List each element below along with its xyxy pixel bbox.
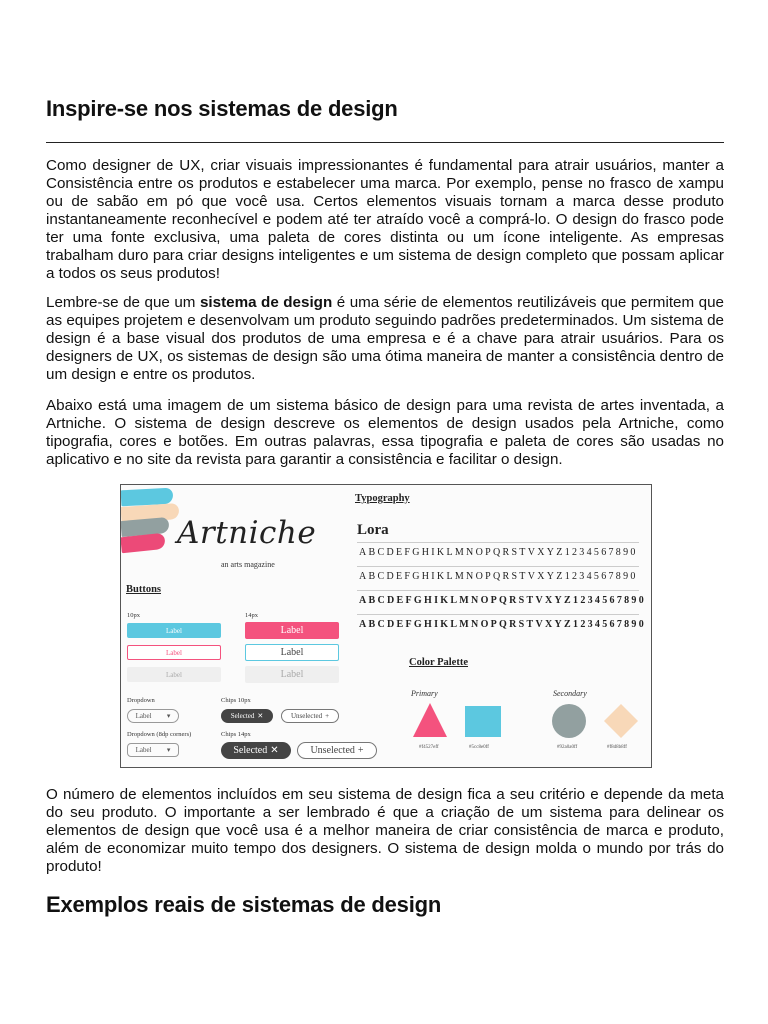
swatch-blue-square (465, 706, 501, 737)
primary-label: Primary (411, 689, 438, 698)
swatch-label-blue: #5cc8e0ff (469, 745, 489, 750)
typography-section-title: Typography (355, 493, 410, 504)
button-outline-small[interactable]: Label (127, 645, 221, 660)
dropdown-title: Dropdown (127, 697, 155, 704)
chip-label: Unselected (290, 712, 323, 720)
plus-icon: + (357, 745, 364, 756)
alphabet-bold-specimen: ABCDEFGHIKLMNOPQRSTVXYZ1234567890 (359, 595, 647, 606)
button-disabled-large[interactable]: Label (245, 666, 339, 683)
paragraph-text: Lembre-se de que um (46, 294, 200, 311)
secondary-label: Secondary (553, 689, 587, 698)
chip-label: Unselected (310, 745, 355, 756)
chip-label: Selected (233, 745, 268, 756)
button-outline-large[interactable]: Label (245, 644, 339, 661)
chevron-down-icon: ▾ (166, 746, 171, 754)
chips-small-title: Chips 10px (221, 697, 251, 704)
close-icon: ✕ (270, 745, 279, 756)
color-swatches (121, 485, 651, 767)
button-filled-large[interactable]: Label (245, 622, 339, 639)
buttons-col-large-label: 14px (245, 612, 258, 619)
paragraph-artniche-example: Abaixo está uma imagem de um sistema básico de design para uma revista de artes inventada, a Artniche. O sistema de design descreve os elementos de design usados pela Artniche, como tipografia, cores e botões. Em outras palavras, essa tipografia e paleta de cores são usadas no aplicativo e no site da revista para garantir a consistência e facilitar o design. (46, 397, 724, 468)
swatch-gray-circle (552, 704, 586, 738)
color-palette-title: Color Palette (409, 657, 468, 668)
chevron-down-icon: ▾ (166, 712, 171, 720)
close-icon: ✕ (257, 712, 264, 720)
alphabet-medium-specimen: ABCDEFGHIKLMNOPQRSTVXYZ1234567890 (359, 571, 638, 582)
chips-large-title: Chips 14px (221, 731, 251, 738)
dropdown-rounded-title: Dropdown (8dp corners) (127, 731, 192, 738)
dropdown-value: Label (135, 712, 152, 720)
horizontal-rule (46, 142, 724, 143)
buttons-col-small-label: 10px (127, 612, 140, 619)
swatch-label-pink: #f4527eff (419, 745, 439, 750)
swatch-pink-triangle (413, 703, 447, 737)
paragraph-conclusion: O número de elementos incluídos em seu sistema de design fica a seu critério e depende da meta do seu produto. O importante a ser lembrado é que a criação de um sistema para delinear os elementos de design que você usa é a melhor maneira de criar consistência de marca e produto, além de economizar muito tempo dos designers. O sistema de design molda o mundo por trás do produto! (46, 786, 724, 875)
paragraph-text: é uma série de elementos reutilizáveis que permitem que as equipes projetem e desenvolvam um produto seguindo padrões predeterminados. Um sistema de design é a base visual dos produtos de uma empresa e é a chave para atrair usuários. Para os designers de UX, os sistemas de design são uma ótima maneira de manter a consistência dentro de um design e entre os produtos. (46, 294, 724, 383)
plus-icon: + (325, 712, 330, 720)
chip-label: Selected (230, 712, 255, 720)
swatch-label-gray: #92a0a0ff (557, 745, 578, 750)
alphabet-regular-specimen: ABCDEFGHIKLMNOPQRSTVXYZ1234567890 (359, 547, 638, 558)
bold-term-design-system: sistema de design (199, 294, 333, 311)
section-heading-inspire: Inspire-se nos sistemas de design (46, 96, 398, 121)
alphabet-black-specimen: ABCDEFGHIKLMNOPQRSTVXYZ1234567890 (359, 619, 647, 630)
buttons-section-title: Buttons (126, 584, 162, 595)
paragraph-intro: Como designer de UX, criar visuais impressionantes é fundamental para atrair usuários, manter a Consistência entre os produtos e estabelecer uma marca. Por exemplo, pense no frasco de xampu ou de sabão em pó que você usa. Certos elementos visuais tornam a marca desse produto instantaneamente reconhecível e podem até ter atraído você a comprá-lo. O design do frasco pode ter uma fonte exclusiva, uma paleta de cores distinta ou um ícone inteligente. As empresas trabalham duro para criar designs inteligentes e um sistema de design completo que possam aplicar a todos os seus produtos! (46, 157, 724, 282)
swatch-label-peach: #f8d8b8ff (607, 745, 627, 750)
section-heading-real-examples: Exemplos reais de sistemas de design (46, 892, 442, 917)
brand-logo-artniche: Artniche (177, 515, 317, 551)
paragraph-design-system-definition (46, 294, 724, 384)
button-filled-small[interactable]: Label (127, 623, 221, 638)
design-system-figure (120, 484, 652, 768)
swatch-peach-diamond (604, 704, 638, 738)
button-disabled-small[interactable]: Label (127, 667, 221, 682)
brand-tagline: an arts magazine (221, 560, 275, 569)
font-name: Lora (357, 522, 389, 538)
dropdown-value: Label (135, 746, 152, 754)
